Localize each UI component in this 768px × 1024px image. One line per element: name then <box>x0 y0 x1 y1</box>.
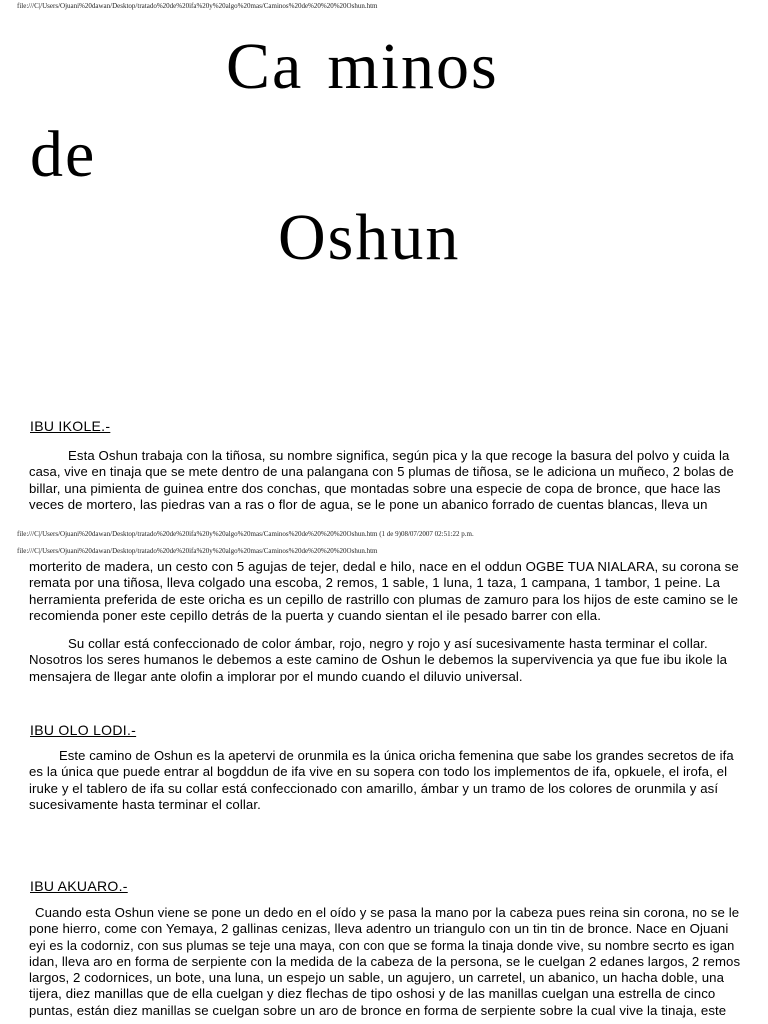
text-line: casa, vive en tinaja que se mete dentro de una palangana con 5 plumas de tiñosa, se le adiciona un muñeco, 2 bolas de <box>29 464 734 480</box>
paragraph-ikole-2 <box>29 636 741 685</box>
text-line: idan, lleva aro en forma de serpiente con la medida de la cabeza de la persona, se le cuelgan 2 edanes largos, 2 remos <box>29 953 741 969</box>
text-line: Nosotros los seres humanos le debemos a este camino de Oshun le debemos la supervivencia ya que fue ibu ikole la <box>29 652 728 668</box>
paragraph-ololodi <box>29 748 741 813</box>
text-line: remata por una tiñosa, lleva colgado una escoba, 2 remos, 1 sable, 1 luna, 1 taza, 1 campana, 1 tambor, 1 peine. La <box>29 575 721 591</box>
text-line: Cuando esta Oshun viene se pone un dedo en el oído y se pasa la mano por la cabeza pues reina sin corona, no se le <box>35 905 740 920</box>
text-line: eyi es la codorniz, con sus plumas se teje una maya, con con que se forma la tinaja donde vive, su nombre secrto es igan <box>29 937 735 953</box>
text-line: Este camino de Oshun es la apetervi de orunmila es la única oricha femenina que sabe los grandes secretos de ifa <box>59 748 734 763</box>
title-word-caminos <box>226 30 499 103</box>
section-heading-ibu-ikole: IBU IKOLE.- <box>30 418 111 434</box>
text-line: recomienda poner este cepillo detrás de la puerta y cuando sientan el ile pesado barrer con ella. <box>29 607 601 623</box>
title-word-caminos-part2: minos <box>327 30 499 103</box>
page-footer-url: file:///C|/Users/Ojuani%20dawan/Desktop/tratado%20de%20ifa%20y%20algo%20mas/Caminos%20de%20%20%20Oshun.htm (1 de 9)08/07/2007 02:51:22 p.m. <box>17 530 474 538</box>
section-heading-ibu-olo-lodi: IBU OLO LODI.- <box>30 722 137 738</box>
paragraph-ikole-1-part2 <box>29 559 741 624</box>
section-heading-ibu-akuaro: IBU AKUARO.- <box>30 878 128 894</box>
paragraph-ikole-1-part1 <box>29 448 741 513</box>
top-url: file:///C|/Users/Ojuani%20dawan/Desktop/tratado%20de%20ifa%20y%20algo%20mas/Caminos%20de%20%20%20Oshun.htm <box>17 2 378 10</box>
text-line: iruke y el tablero de ifa su collar está confeccionado con amarillo, ámbar y un tramo de los colores de orunmila y así <box>29 780 719 796</box>
text-line: Su collar está confeccionado de color ámbar, rojo, negro y rojo y así sucesivamente hasta terminar el collar. <box>68 636 708 651</box>
text-line: herramienta preferida de este oricha es un cepillo de rastrillo con plumas de zamuro para los hijos de este camino se le <box>29 591 739 607</box>
title-word-oshun: Oshun <box>278 201 461 274</box>
text-line: billar, una pimienta de guinea entre dos conchas, que montadas sobre una especie de copa de bronce, que hace las <box>29 480 721 496</box>
page-header-url: file:///C|/Users/Ojuani%20dawan/Desktop/tratado%20de%20ifa%20y%20algo%20mas/Caminos%20de%20%20%20Oshun.htm <box>17 547 378 555</box>
text-line: Esta Oshun trabaja con la tiñosa, su nombre significa, según pica y la que recoge la basura del polvo y cuida la <box>68 448 730 463</box>
text-line: largos, 2 codornices, un bote, una luna, un espejo un sable, un agujero, un carretel, un abanico, un hacha doble, una <box>29 970 725 986</box>
text-line: sucesivamente hasta terminar el collar. <box>29 796 261 812</box>
text-line: veces de mortero, las piedras van a ras o flor de agua, se le pone un abanico forrado de cuentas blancas, lleva un <box>29 496 708 512</box>
text-line: es la única que puede entrar al bogddun de ifa vive en su sopera con todo los implementos de ifa, opkuele, el irofa, el <box>29 764 728 780</box>
title-word-de: de <box>30 118 97 191</box>
text-line: morterito de madera, un cesto con 5 agujas de tejer, dedal e hilo, nace en el oddun OGBE TUA NIALARA, su corona se <box>29 559 739 574</box>
text-line: tijera, diez manillas que de ella cuelgan y diez flechas de tipo oshosi y de las manillas cuelgan una estrella de cinco <box>29 986 716 1002</box>
text-line: puntas, están diez manillas se cuelgan sobre un aro de bronce en forma de serpiente sobre la cual vive la tinaja, este <box>29 1002 727 1018</box>
text-line: pone hierro, come con Yemaya, 2 gallinas cenizas, lleva adentro un triangulo con un tin tin de bronce. Nace en Ojuani <box>29 921 729 937</box>
title-word-caminos-part1: Ca <box>226 30 304 103</box>
paragraph-akuaro <box>29 905 741 1019</box>
text-line: mensajera de llegar ante olofin a implorar por el mundo cuando el diluvio universal. <box>29 668 523 684</box>
